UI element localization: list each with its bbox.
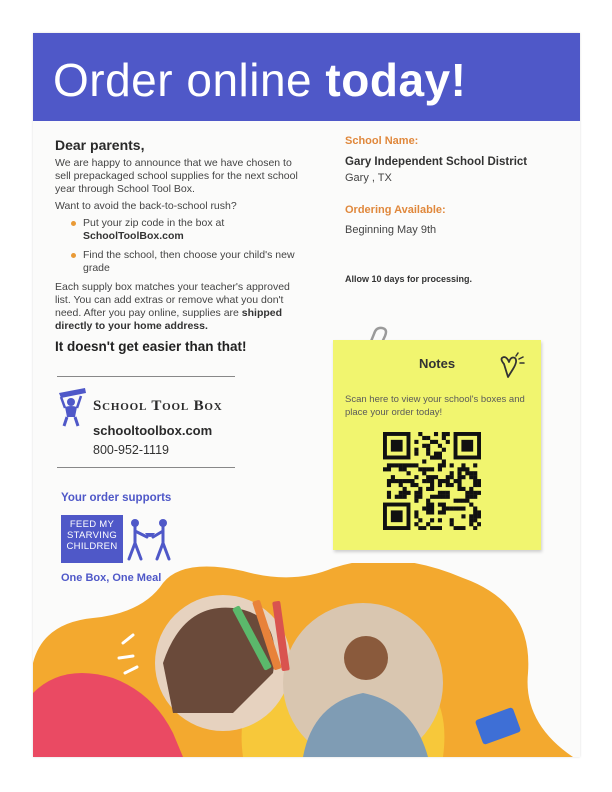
- qr-module: [465, 467, 469, 471]
- qr-module: [442, 432, 446, 436]
- school-city: Gary , TX: [345, 172, 392, 184]
- qr-module: [446, 440, 450, 444]
- qr-module: [430, 440, 434, 444]
- qr-module: [414, 491, 418, 495]
- qr-module: [454, 479, 458, 483]
- body-bold: shipped directly to your home address.: [55, 307, 283, 332]
- question-line: Want to avoid the back-to-school rush?: [55, 200, 237, 212]
- qr-module: [457, 506, 461, 510]
- qr-module: [430, 487, 434, 491]
- qr-module: [461, 514, 465, 518]
- qr-module: [457, 487, 461, 491]
- qr-module: [461, 506, 465, 510]
- school-tool-box-block: [55, 385, 275, 457]
- qr-module: [426, 467, 430, 471]
- qr-module: [434, 526, 438, 530]
- qr-module: [391, 479, 395, 483]
- qr-module: [434, 475, 438, 479]
- qr-module: [422, 506, 426, 510]
- brand-phone[interactable]: 800-952-1119: [93, 443, 169, 457]
- qr-module: [450, 522, 454, 526]
- title-bold: today!: [325, 54, 467, 106]
- list-item: [71, 249, 307, 275]
- qr-module: [446, 479, 450, 483]
- qr-module: [407, 479, 411, 483]
- qr-module: [383, 467, 387, 471]
- qr-module: [430, 475, 434, 479]
- fmsc-line: STARVING: [66, 530, 118, 541]
- qr-module: [418, 495, 422, 499]
- qr-module: [442, 479, 446, 483]
- qr-module: [450, 471, 454, 475]
- qr-module: [426, 444, 430, 448]
- qr-module: [465, 471, 469, 475]
- qr-module: [414, 452, 418, 456]
- school-district: Gary Independent School District: [345, 156, 528, 168]
- qr-module: [399, 467, 403, 471]
- qr-module: [438, 503, 442, 507]
- qr-module: [457, 471, 461, 475]
- qr-module: [457, 526, 461, 530]
- qr-module: [469, 514, 473, 518]
- qr-module: [422, 444, 426, 448]
- qr-module: [454, 499, 458, 503]
- qr-module: [430, 506, 434, 510]
- qr-module: [410, 463, 414, 467]
- qr-module: [465, 499, 469, 503]
- qr-module: [403, 463, 407, 467]
- qr-module: [387, 463, 391, 467]
- qr-module: [461, 487, 465, 491]
- qr-module: [414, 448, 418, 452]
- qr-module: [442, 510, 446, 514]
- qr-module: [414, 510, 418, 514]
- photo-illustration: [33, 563, 580, 757]
- parent-letter: [55, 137, 307, 354]
- qr-module: [414, 463, 418, 467]
- qr-module: [477, 522, 481, 526]
- step-link[interactable]: SchoolToolBox.com: [83, 230, 184, 242]
- qr-module: [465, 491, 469, 495]
- qr-module: [426, 448, 430, 452]
- qr-module: [395, 463, 399, 467]
- divider: [57, 376, 235, 377]
- heart-doodle-icon: [497, 352, 525, 382]
- title-regular: Order online: [53, 54, 326, 106]
- qr-module: [457, 483, 461, 487]
- brand-name: School Tool Box: [93, 398, 223, 414]
- ordering-date: Beginning May 9th: [345, 224, 437, 236]
- qr-module: [473, 495, 477, 499]
- qr-module: [430, 526, 434, 530]
- qr-module: [454, 506, 458, 510]
- qr-module: [430, 479, 434, 483]
- qr-module: [473, 475, 477, 479]
- qr-module: [391, 475, 395, 479]
- qr-module: [442, 448, 446, 452]
- notes-text: Scan here to view your school's boxes and place your order today!: [345, 394, 525, 418]
- qr-module: [442, 436, 446, 440]
- fmsc-line: CHILDREN: [66, 541, 118, 552]
- qr-module: [395, 479, 399, 483]
- qr-module: [399, 483, 403, 487]
- qr-module: [387, 491, 391, 495]
- qr-module: [469, 475, 473, 479]
- qr-module: [422, 471, 426, 475]
- sharing-meal-icon: [125, 515, 175, 563]
- bullet-dot: [71, 221, 76, 226]
- qr-module: [434, 495, 438, 499]
- qr-module: [430, 510, 434, 514]
- qr-module: [422, 459, 426, 463]
- qr-module: [450, 518, 454, 522]
- qr-module: [442, 491, 446, 495]
- qr-module: [469, 495, 473, 499]
- qr-module: [454, 526, 458, 530]
- qr-module: [469, 471, 473, 475]
- brand-website[interactable]: schooltoolbox.com: [93, 423, 213, 438]
- notes-title: Notes: [418, 356, 456, 371]
- qr-module: [426, 499, 430, 503]
- qr-module: [422, 436, 426, 440]
- qr-module: [438, 483, 442, 487]
- qr-module: [387, 479, 391, 483]
- qr-module: [391, 463, 395, 467]
- qr-module: [469, 522, 473, 526]
- qr-module: [426, 452, 430, 456]
- qr-module: [457, 467, 461, 471]
- step-text: Find the school, then choose your child's new grade: [83, 249, 295, 274]
- qr-module: [461, 463, 465, 467]
- qr-module: [407, 471, 411, 475]
- qr-module: [434, 432, 438, 436]
- qr-module: [461, 526, 465, 530]
- qr-module: [426, 510, 430, 514]
- fmsc-text-box: [61, 515, 123, 563]
- qr-module: [450, 475, 454, 479]
- qr-module: [438, 491, 442, 495]
- qr-module: [434, 440, 438, 444]
- qr-module: [477, 479, 481, 483]
- qr-module: [403, 491, 407, 495]
- qr-module: [414, 499, 418, 503]
- bullet-dot: [71, 253, 76, 258]
- qr-module: [418, 432, 422, 436]
- qr-module: [446, 491, 450, 495]
- school-info: [345, 135, 565, 293]
- qr-module: [469, 518, 473, 522]
- qr-module: [403, 487, 407, 491]
- charity-slogan: One Box, One Meal: [61, 572, 162, 584]
- qr-module: [450, 506, 454, 510]
- qr-module: [446, 495, 450, 499]
- qr-module: [418, 487, 422, 491]
- qr-module: [434, 452, 438, 456]
- qr-module: [426, 522, 430, 526]
- qr-module: [426, 487, 430, 491]
- qr-module: [426, 436, 430, 440]
- qr-module: [430, 495, 434, 499]
- qr-module: [438, 495, 442, 499]
- sticky-note: [333, 340, 541, 550]
- qr-module: [477, 514, 481, 518]
- school-name-label: School Name:: [345, 135, 419, 147]
- qr-module: [430, 503, 434, 507]
- feed-my-starving-children-logo: [61, 515, 181, 565]
- header-banner: [33, 33, 580, 121]
- qr-module: [418, 518, 422, 522]
- qr-module: [399, 495, 403, 499]
- qr-module: [469, 491, 473, 495]
- body-paragraph: [55, 281, 307, 333]
- body-text: Each supply box matches your teacher's approved list. You can add extras or remove what you don't need. After you pay online, supplies are: [55, 281, 290, 319]
- qr-module: [450, 463, 454, 467]
- qr-module: [387, 495, 391, 499]
- list-item: [71, 217, 307, 243]
- qr-module: [422, 526, 426, 530]
- qr-module: [469, 503, 473, 507]
- qr-module: [422, 479, 426, 483]
- qr-module: [391, 510, 403, 522]
- qr-module: [442, 463, 446, 467]
- qr-module: [438, 526, 442, 530]
- qr-module: [430, 456, 434, 460]
- processing-note: Allow 10 days for processing.: [345, 274, 473, 284]
- intro-paragraph: We are happy to announce that we have chosen to sell prepackaged school supplies for the next school year through School Tool Box.: [55, 157, 298, 195]
- qr-code[interactable]: [383, 432, 481, 530]
- qr-module: [438, 452, 442, 456]
- qr-module: [461, 475, 465, 479]
- qr-module: [465, 495, 469, 499]
- qr-module: [407, 463, 411, 467]
- qr-module: [473, 491, 477, 495]
- qr-module: [430, 467, 434, 471]
- qr-module: [457, 499, 461, 503]
- qr-module: [418, 467, 422, 471]
- qr-module: [438, 479, 442, 483]
- qr-module: [438, 456, 442, 460]
- qr-module: [399, 479, 403, 483]
- qr-module: [473, 463, 477, 467]
- qr-module: [446, 475, 450, 479]
- page-title: [53, 53, 466, 107]
- qr-module: [446, 483, 450, 487]
- qr-module: [438, 518, 442, 522]
- qr-module: [407, 491, 411, 495]
- qr-module: [446, 432, 450, 436]
- qr-module: [461, 499, 465, 503]
- qr-module: [442, 459, 446, 463]
- qr-module: [399, 491, 403, 495]
- qr-module: [446, 506, 450, 510]
- qr-module: [473, 471, 477, 475]
- qr-module: [414, 475, 418, 479]
- greeting: Dear parents,: [55, 137, 145, 153]
- qr-module: [430, 483, 434, 487]
- qr-module: [399, 463, 403, 467]
- qr-module: [430, 518, 434, 522]
- qr-module: [391, 440, 403, 452]
- qr-module: [387, 483, 391, 487]
- qr-module: [403, 495, 407, 499]
- supports-label: Your order supports: [61, 492, 172, 504]
- flyer: [33, 33, 580, 757]
- qr-module: [426, 506, 430, 510]
- qr-module: [395, 495, 399, 499]
- qr-module: [434, 456, 438, 460]
- qr-module: [473, 506, 477, 510]
- qr-module: [414, 514, 418, 518]
- ordering-label: Ordering Available:: [345, 204, 446, 216]
- qr-module: [403, 467, 407, 471]
- qr-module: [473, 518, 477, 522]
- qr-module: [426, 479, 430, 483]
- qr-module: [438, 467, 442, 471]
- qr-module: [457, 475, 461, 479]
- fmsc-line: FEED MY: [69, 519, 115, 530]
- qr-module: [403, 479, 407, 483]
- qr-module: [473, 483, 477, 487]
- qr-module: [414, 495, 418, 499]
- qr-module: [442, 503, 446, 507]
- qr-module: [473, 510, 477, 514]
- qr-module: [426, 503, 430, 507]
- qr-module: [414, 440, 418, 444]
- qr-module: [414, 483, 418, 487]
- qr-module: [473, 479, 477, 483]
- qr-module: [457, 479, 461, 483]
- qr-module: [410, 479, 414, 483]
- qr-module: [473, 526, 477, 530]
- steps-list: [55, 217, 307, 275]
- qr-module: [473, 514, 477, 518]
- qr-module: [461, 467, 465, 471]
- qr-module: [438, 510, 442, 514]
- qr-module: [477, 510, 481, 514]
- step-text: Put your zip code in the box at: [83, 217, 225, 229]
- divider: [57, 467, 235, 468]
- qr-module: [422, 467, 426, 471]
- qr-module: [442, 506, 446, 510]
- qr-module: [438, 463, 442, 467]
- qr-module: [414, 522, 418, 526]
- qr-module: [438, 444, 442, 448]
- qr-module: [477, 483, 481, 487]
- qr-module: [426, 475, 430, 479]
- student-raising-book-icon: [55, 387, 91, 427]
- qr-module: [461, 440, 473, 452]
- qr-module: [418, 491, 422, 495]
- qr-module: [450, 483, 454, 487]
- qr-module: [477, 491, 481, 495]
- tagline: It doesn't get easier than that!: [55, 339, 247, 354]
- qr-module: [469, 487, 473, 491]
- qr-module: [442, 495, 446, 499]
- qr-module: [418, 526, 422, 530]
- qr-module: [410, 483, 414, 487]
- qr-module: [387, 467, 391, 471]
